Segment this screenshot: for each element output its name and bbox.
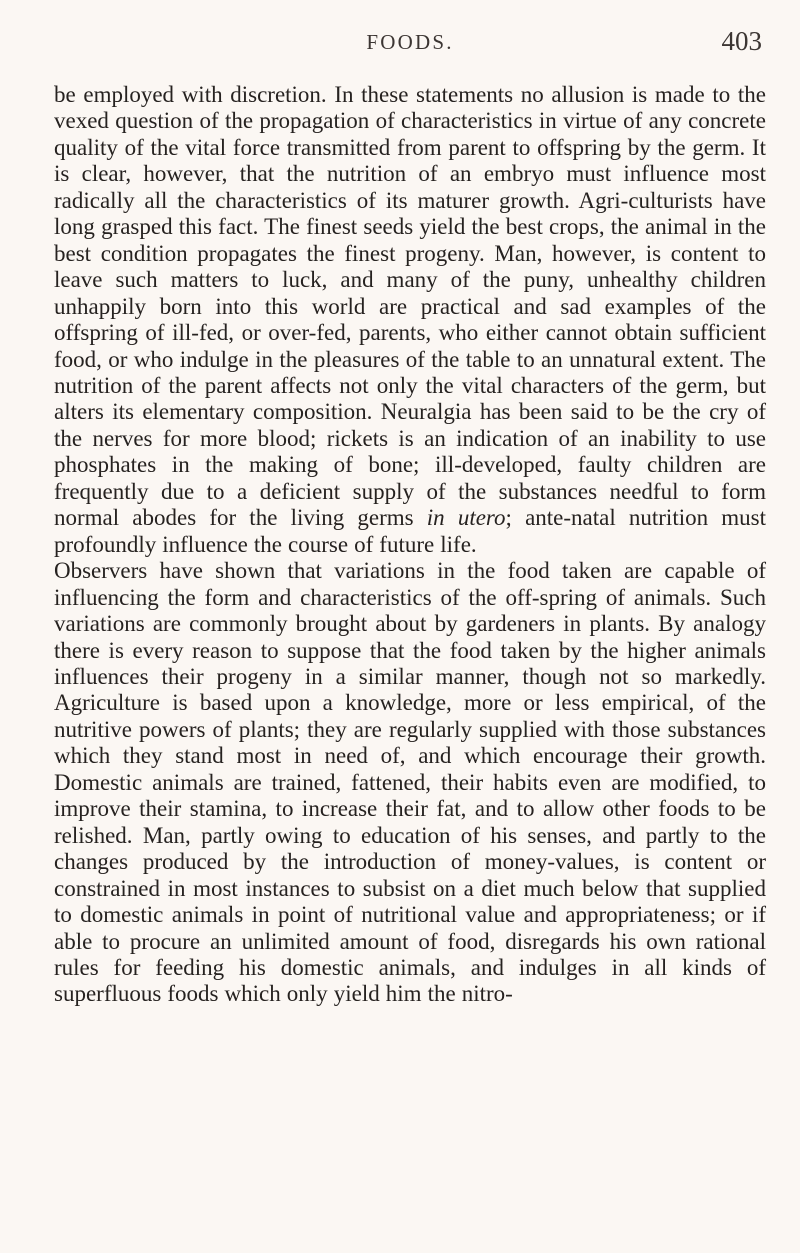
running-title: FOODS. bbox=[366, 30, 454, 54]
page-number: 403 bbox=[721, 26, 762, 56]
paragraph-1-text-end: ; ante-natal nutrition must profoundly influence the course of future life. bbox=[54, 505, 766, 557]
body-text bbox=[54, 82, 766, 1008]
running-head bbox=[54, 26, 766, 60]
paragraph-1 bbox=[54, 82, 766, 558]
paragraph-1-italic: in utero bbox=[426, 505, 506, 531]
paragraph-2: Observers have shown that variations in the food taken are capable of influencing the form and characteristics of the off-spring of animals. Such variations are commonly brought about by gardeners in plants. By analogy there is every reason to suppose that the food taken by the higher animals influences their progeny in a similar manner, though not so markedly. Agriculture is based upon a knowledge, more or less empirical, of the nutritive powers of plants; they are regularly supplied with those substances which they stand most in need of, and which encourage their growth. Domestic animals are trained, fattened, their habits even are modified, to improve their stamina, to increase their fat, and to allow other foods to be relished. Man, partly owing to education of his senses, and partly to the changes produced by the introduction of money-values, is content or constrained in most instances to subsist on a diet much below that supplied to domestic animals in point of nutritional value and appropriateness; or if able to procure an unlimited amount of food, disregards his own rational rules for feeding his domestic animals, and indulges in all kinds of superfluous foods which only yield him the nitro- bbox=[54, 558, 766, 1007]
page bbox=[54, 0, 766, 1253]
paragraph-1-text: be employed with discretion. In these statements no allusion is made to the vexed question of the propagation of characteristics in virtue of any concrete quality of the vital force transmitted from parent to offspring by the germ. It is clear, however, that the nutrition of an embryo must influence most radically all the characteristics of its maturer growth. Agri-culturists have long grasped this fact. The finest seeds yield the best crops, the animal in the best condition propagates the finest progeny. Man, however, is content to leave such matters to luck, and many of the puny, unhealthy children unhappily born into this world are practical and sad examples of the offspring of ill-fed, or over-fed, parents, who either cannot obtain sufficient food, or who indulge in the pleasures of the table to an unnatural extent. The nutrition of the parent affects not only the vital characters of the germ, but alters its elementary composition. Neuralgia has been said to be the cry of the nerves for more blood; rickets is an indication of an inability to use phosphates in the making of bone; ill-developed, faulty children are frequently due to a deficient supply of the substances needful to form normal abodes for the living germs bbox=[54, 82, 766, 531]
